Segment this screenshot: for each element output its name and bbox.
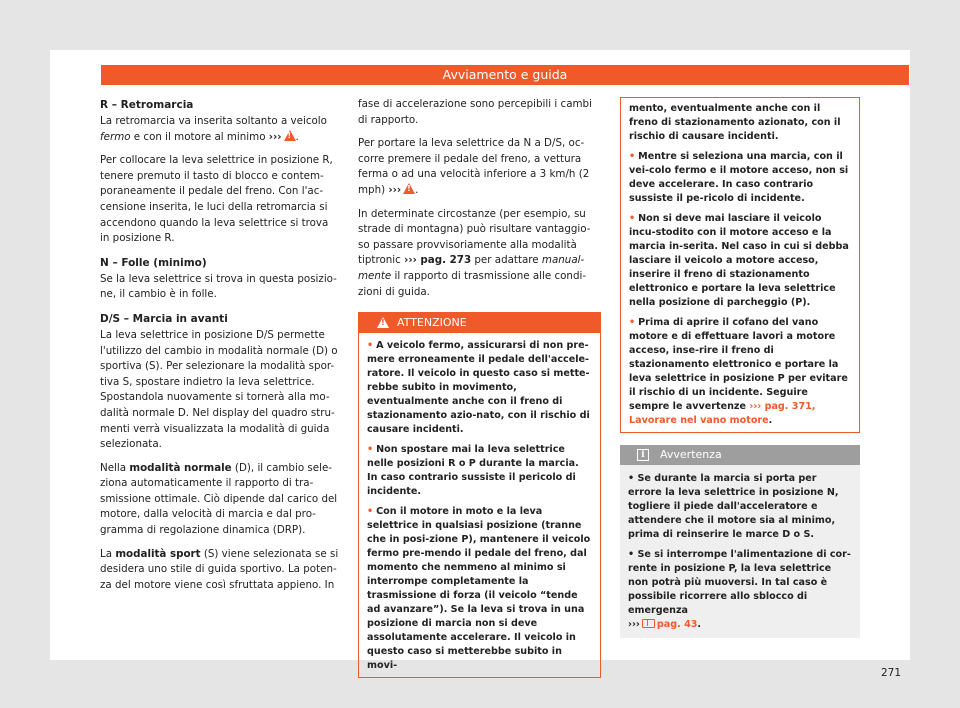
heading-drive: D/S – Marcia in avanti (100, 312, 228, 325)
paragraph-reverse-2: Per collocare la leva selettrice in posizione R, tenere premuto il tasto di blocco e contem-poraneamente il pedale del freno. Con l'ac-censione inserita, le luci della retromarcia si accendono quando la leva selettrice si trova in posizione R. (100, 154, 333, 245)
paragraph-drive-3: La modalità sport (S) viene selezionata se si desidera uno stile di guida sportivo. La poten-za del motore viene così sfruttata appieno. In (100, 547, 339, 591)
warning-triangle-icon (403, 183, 415, 194)
cross-ref-arrows: ››› (268, 130, 282, 143)
paragraph-tiptronic: In determinate circostanze (per esempio, su strade di montagna) può risultare vantaggio-so passare provvisoriamente alla modalità tiptronic ››› pag. 273 per adattare manual-mente il rapporto di trasmissione alle condi-zioni di guida. (358, 207, 591, 298)
note-item: • Se durante la marcia si porta per errore la leva selettrice in posizione N, togliere il piede dall'acceleratore e attendere che il motore sia al minimo, prima di reinserire le marce D o S. (628, 473, 839, 540)
warning-box-continued (620, 97, 860, 433)
paragraph-neutral: Se la leva selettrice si trova in questa posizio-ne, il cambio è in folle. (100, 272, 337, 301)
cross-ref-arrows: ››› (628, 619, 640, 630)
cross-ref-arrows: ››› (388, 183, 402, 196)
bullet-icon: • (628, 473, 635, 484)
warning-item: • Mentre si seleziona una marcia, con il vei-colo fermo e il motore acceso, non si deve accelerare. In caso contrario sussiste il pe-ricolo di incidente. (629, 151, 849, 204)
bullet-icon: • (367, 444, 374, 456)
warning-box (358, 312, 601, 678)
warning-item: • A veicolo fermo, assicurarsi di non pre-mere erroneamente il pedale dell'accele-ratore. Il veicolo in questo caso si mette-rebbe subito in movimento, eventualmente anche con il freno di stazionamento azio-nato, con il rischio di causare incidenti. (367, 340, 590, 436)
warning-triangle-icon (377, 317, 389, 328)
bullet-icon: • (629, 213, 636, 224)
info-icon: i (637, 449, 649, 461)
bullet-icon: • (628, 549, 635, 560)
paragraph-reverse-1: La retromarcia va inserita soltanto a veicolo fermo e con il motore al minimo ›››! . (100, 114, 340, 145)
warning-box-header (359, 313, 600, 333)
page-number: 271 (881, 667, 902, 679)
page-ref-link[interactable]: ››› pag. 273 (404, 254, 472, 267)
note-box (620, 445, 860, 638)
heading-neutral: N – Folle (minimo) (100, 256, 207, 269)
section-header: Avviamento e guida (101, 65, 909, 85)
warning-item: • Non spostare mai la leva selettrice nelle posizioni R o P durante la marcia. In caso contrario sussiste il pericolo di incidente. (367, 444, 579, 498)
paragraph-gear-changes: fase di accelerazione sono percepibili i cambi di rapporto. (358, 98, 592, 126)
heading-reverse: R – Retromarcia (100, 99, 194, 111)
bullet-icon: • (629, 151, 636, 162)
bullet-icon: • (367, 506, 374, 518)
paragraph-drive-2: Nella modalità normale (D), il cambio sele-ziona automaticamente il rapporto di tra-smissione ottimale. Ciò dipende dal carico del motore, dalla velocità di marcia e dal pro-gramma di regolazione dinamica (DRP). (100, 461, 338, 537)
manual-page (50, 50, 910, 679)
warning-item: • Prima di aprire il cofano del vano motore e di effettuare lavori a motore acceso, inse-rire il freno di stazionamento elettronico e portare la leva selettrice in posizione P per evitare il rischio di un incidente. Seguire sempre le avvertenze ››› pag. 371, Lavorare nel vano motore. (629, 317, 848, 426)
paragraph-drive-1: La leva selettrice in posizione D/S permette l'utilizzo del cambio in modalità normale (D) o sportiva (S). Per selezionare la modalità spor-tiva S, spostare indietro la leva selettrice. Spostandola nuovamente si tornerà alla mo-dalità normale D. Nel display del quadro stru-menti verrà visualizzata la modalità di guida selezionata. (100, 328, 338, 451)
note-box-title: Avvertenza (660, 448, 722, 461)
column-middle (358, 97, 601, 678)
warning-item: mento, eventualmente anche con il freno di stazionamento azionato, con il rischio di causare incidenti. (629, 103, 841, 142)
note-item: • Se si interrompe l'alimentazione di cor-rente in posizione P, la leva selettrice non potrà più muoversi. In tal caso è possibile ricorrere allo sblocco di emergenza ››› pag. 43. (628, 549, 851, 630)
warning-triangle-icon (284, 130, 296, 141)
warning-item: • Con il motore in moto e la leva selettrice in qualsiasi posizione (tranne che in posi-zione P), mantenere il veicolo fermo pre-mendo il pedale del freno, dal momento che nemmeno al minimo si interrompe completamente la trasmissione di forza (il veicolo “tende ad avanzare”). Se la leva si trova in una posizione di marcia non si deve assolutamente accelerare. Il veicolo in questo caso si metterebbe subito in movi- (367, 506, 591, 672)
note-box-body (620, 465, 860, 638)
page-ref-link[interactable]: ››› pag. 371, Lavorare nel vano motore (629, 401, 816, 426)
warning-box-title: ATTENZIONE (397, 316, 467, 330)
warning-box-body (359, 333, 600, 677)
bullet-icon: • (629, 317, 636, 328)
paragraph-brake-shift: Per portare la leva selettrice da N a D/S, oc-corre premere il pedale del freno, a vettura ferma o ad una velocità inferiore a 3 km/h (2 mph) ›››! . (358, 136, 601, 198)
bullet-icon: • (367, 340, 374, 352)
column-left (100, 97, 340, 601)
note-box-header (620, 445, 860, 465)
warning-item: • Non si deve mai lasciare il veicolo incu-stodito con il motore acceso e la marcia in-serita. Nel caso in cui si debba lasciare il veicolo a motore acceso, inserire il freno di stazionamento elettronico e portare la leva selettrice nella posizione di parcheggio (P). (629, 213, 849, 308)
column-right (620, 97, 860, 638)
page-ref-link[interactable]: pag. 43 (656, 619, 698, 630)
book-icon (642, 619, 655, 628)
